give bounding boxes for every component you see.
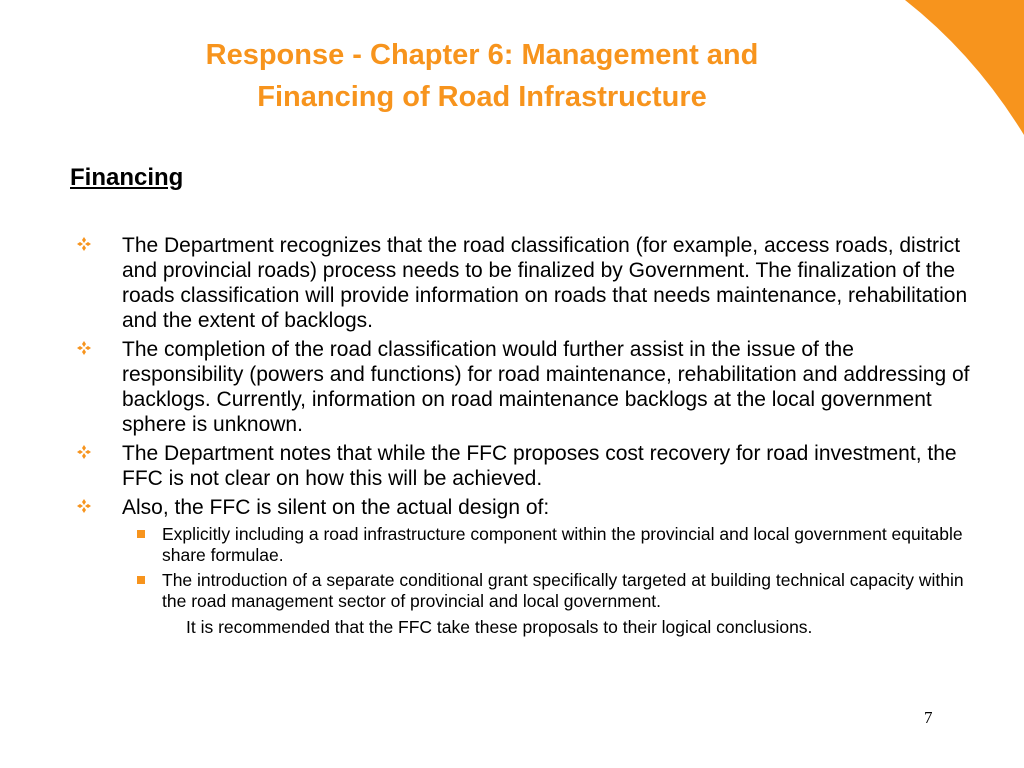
- diamond-bullet-icon: [74, 495, 94, 517]
- diamond-bullet-icon: [74, 441, 94, 463]
- bullet-item: [70, 441, 980, 491]
- recommendation-text: It is recommended that the FFC take these proposals to their logical conclusions.: [186, 617, 813, 637]
- sub-bullet-item: [122, 524, 980, 566]
- sub-bullet-list: [122, 524, 980, 612]
- bullet-item: [70, 337, 980, 437]
- sub-bullet-item: [122, 570, 980, 612]
- bullet-text: Also, the FFC is silent on the actual design of:: [122, 496, 550, 519]
- diamond-bullet-icon: [74, 233, 94, 255]
- square-bullet-icon: [137, 530, 145, 538]
- slide-title-line-1: Response - Chapter 6: Management and: [205, 39, 759, 71]
- square-bullet-icon: [137, 576, 145, 584]
- diamond-bullet-icon: [74, 337, 94, 359]
- bullet-text: The completion of the road classification would further assist in the issue of the responsibility (powers and functions) for road maintenance, rehabilitation and addressing of backlogs. Currently, information on road maintenance backlogs at the local government sphere is unknown.: [122, 338, 970, 436]
- bullet-text: The Department recognizes that the road classification (for example, access roads, district and provincial roads) process needs to be finalized by Government. The finalization of the roads classification will provide information on roads that needs maintenance, rehabilitation and the extent of backlogs.: [122, 234, 968, 332]
- sub-bullet-text: Explicitly including a road infrastructure component within the provincial and local government equitable share formulae.: [162, 524, 963, 565]
- sub-bullet-text: The introduction of a separate conditional grant specifically targeted at building technical capacity within the road management sector of provincial and local government.: [162, 570, 964, 611]
- page-number: 7: [924, 708, 933, 727]
- bullet-item: [70, 233, 980, 333]
- section-heading: Financing: [70, 164, 184, 191]
- bullet-list: [70, 233, 980, 642]
- bullet-item: [70, 495, 980, 638]
- slide-title-line-2: Financing of Road Infrastructure: [257, 81, 707, 113]
- bullet-text: The Department notes that while the FFC proposes cost recovery for road investment, the FFC is not clear on how this will be achieved.: [122, 442, 957, 490]
- slide-title: [100, 34, 864, 118]
